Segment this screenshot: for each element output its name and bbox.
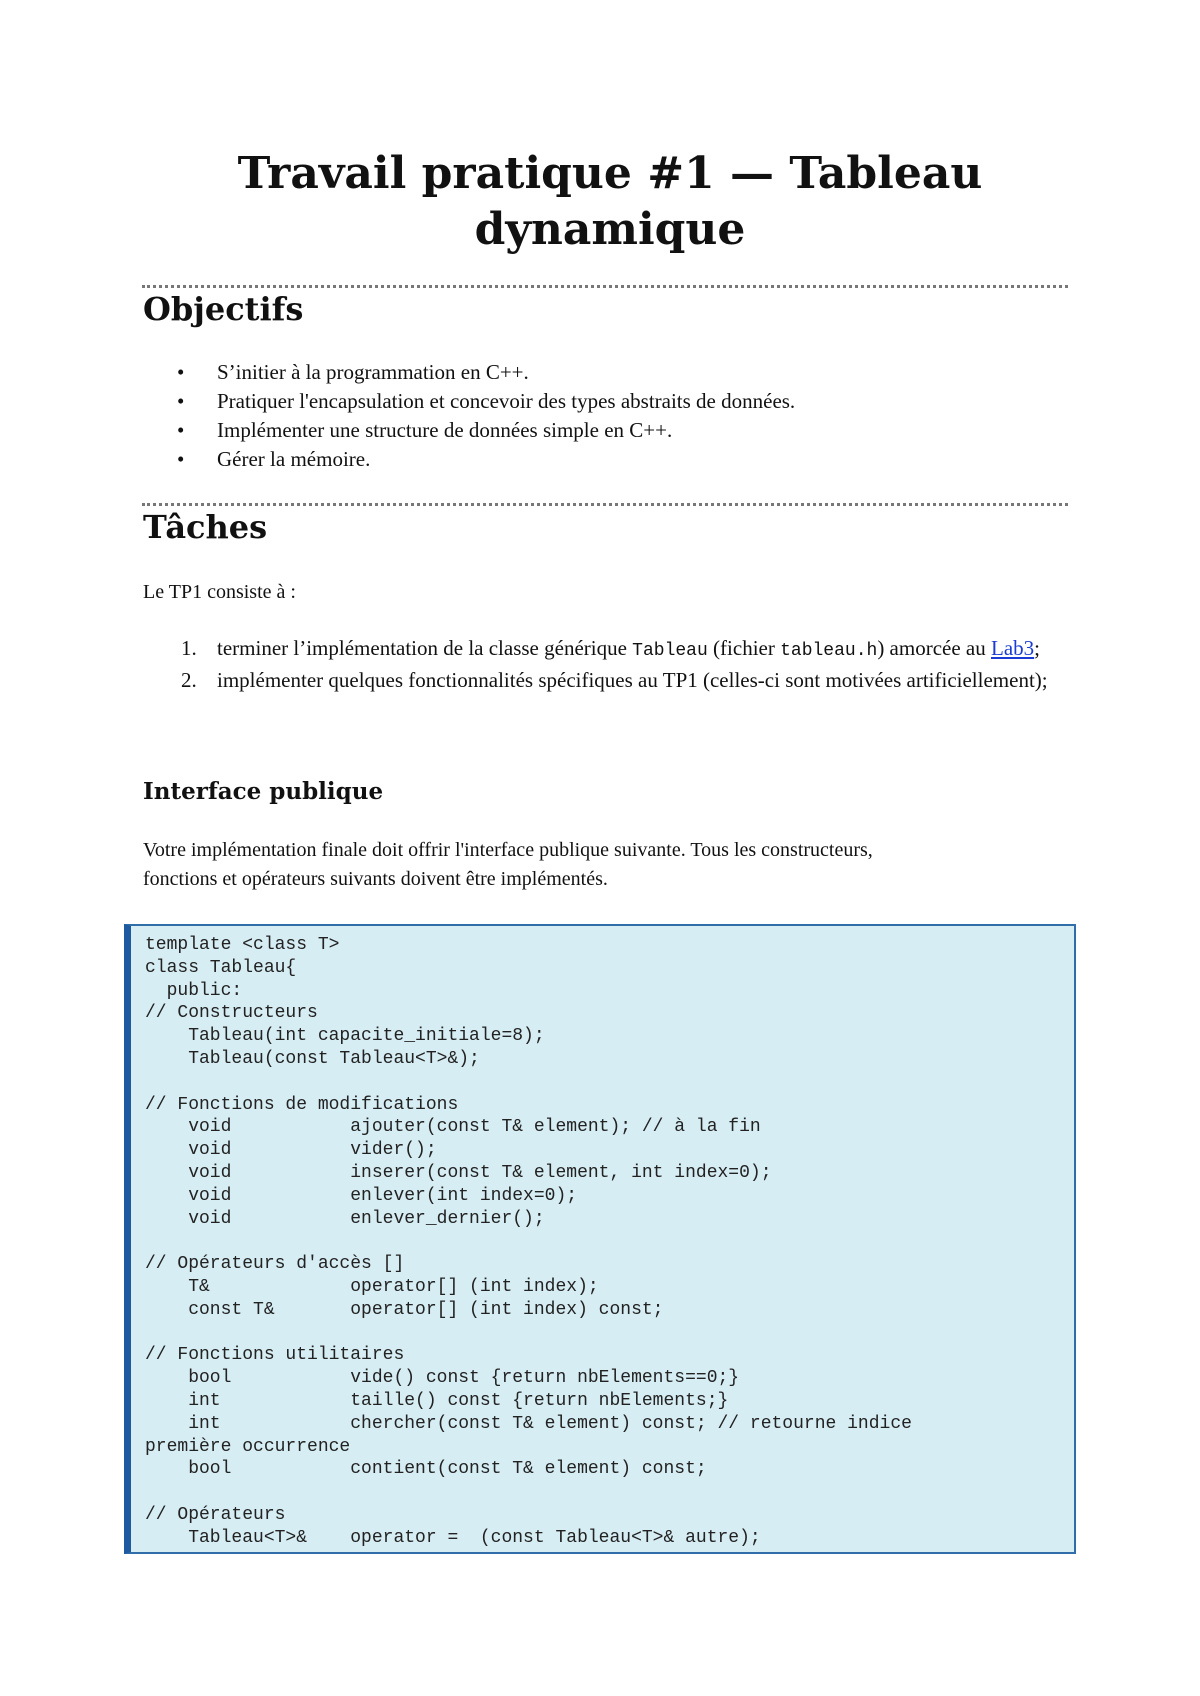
item-text: (fichier <box>707 636 781 660</box>
code-line: void enlever_dernier(); <box>145 1208 545 1229</box>
code-line: bool vide() const {return nbElements==0;} <box>145 1368 740 1389</box>
code-line: int chercher(const T& element) const; // retourne indice <box>145 1413 912 1434</box>
item-text: implémenter quelques fonctionnalités spécifiques au TP1 (celles-ci sont motivées artificiellement); <box>217 668 1048 692</box>
code-line: Tableau(int capacite_initiale=8); <box>145 1026 545 1047</box>
list-item: • S’initier à la programmation en C++. <box>143 358 1073 387</box>
lab3-link[interactable]: Lab3 <box>991 636 1035 660</box>
code-line: // Constructeurs <box>145 1003 318 1024</box>
interface-heading: Interface publique <box>143 778 384 805</box>
inline-code: Tableau <box>632 641 708 661</box>
item-text: terminer l’implémentation de la classe générique <box>217 636 633 660</box>
code-line: void inserer(const T& element, int index=0); <box>145 1162 772 1183</box>
code-line: bool contient(const T& element) const; <box>145 1459 707 1480</box>
code-line: // Opérateurs d'accès [] <box>145 1254 405 1275</box>
code-line: int taille() const {return nbElements;} <box>145 1390 729 1411</box>
code-line: void ajouter(const T& element); // à la fin <box>145 1117 761 1138</box>
item-number: 1. <box>181 636 197 660</box>
taches-heading: Tâches <box>143 508 268 546</box>
item-text: ) amorcée au <box>877 636 991 660</box>
code-line: Tableau<T>& operator = (const Tableau<T>& autre); <box>145 1527 761 1548</box>
code-line: class Tableau{ <box>145 957 297 978</box>
code-line: template <class T> <box>145 935 340 955</box>
objectifs-list <box>143 358 1073 474</box>
taches-intro: Le TP1 consiste à : <box>143 581 296 603</box>
code-line: // Fonctions utilitaires <box>145 1345 405 1366</box>
objectifs-heading: Objectifs <box>143 290 304 328</box>
list-item <box>143 634 1073 666</box>
section-divider <box>142 285 1068 288</box>
item-number: 2. <box>181 668 197 692</box>
page-title: Travail pratique #1 — Tableau dynamique <box>237 148 983 255</box>
interface-text: Votre implémentation finale doit offrir l'interface publique suivante. Tous les constructeurs, fonctions et opérateurs suivants doivent être implémentés. <box>143 839 873 890</box>
code-line: void vider(); <box>145 1140 437 1161</box>
list-item <box>143 666 1073 695</box>
list-item: • Gérer la mémoire. <box>143 445 1073 474</box>
code-line: void enlever(int index=0); <box>145 1185 578 1206</box>
taches-list <box>143 634 1073 695</box>
code-line: Tableau(const Tableau<T>&); <box>145 1048 480 1069</box>
inline-code: tableau.h <box>780 641 878 661</box>
section-divider <box>142 503 1068 506</box>
item-text: ; <box>1034 636 1040 660</box>
code-listing <box>131 926 1074 1550</box>
code-block <box>124 924 1076 1554</box>
code-line: public: <box>145 980 243 1001</box>
list-item: • Pratiquer l'encapsulation et concevoir des types abstraits de données. <box>143 387 1073 416</box>
code-line: T& operator[] (int index); <box>145 1276 599 1297</box>
code-line: // Opérateurs <box>145 1504 286 1525</box>
list-item: • Implémenter une structure de données simple en C++. <box>143 416 1073 445</box>
code-line: première occurrence <box>145 1436 351 1457</box>
code-line: // Fonctions de modifications <box>145 1094 459 1115</box>
code-line: const T& operator[] (int index) const; <box>145 1299 664 1320</box>
